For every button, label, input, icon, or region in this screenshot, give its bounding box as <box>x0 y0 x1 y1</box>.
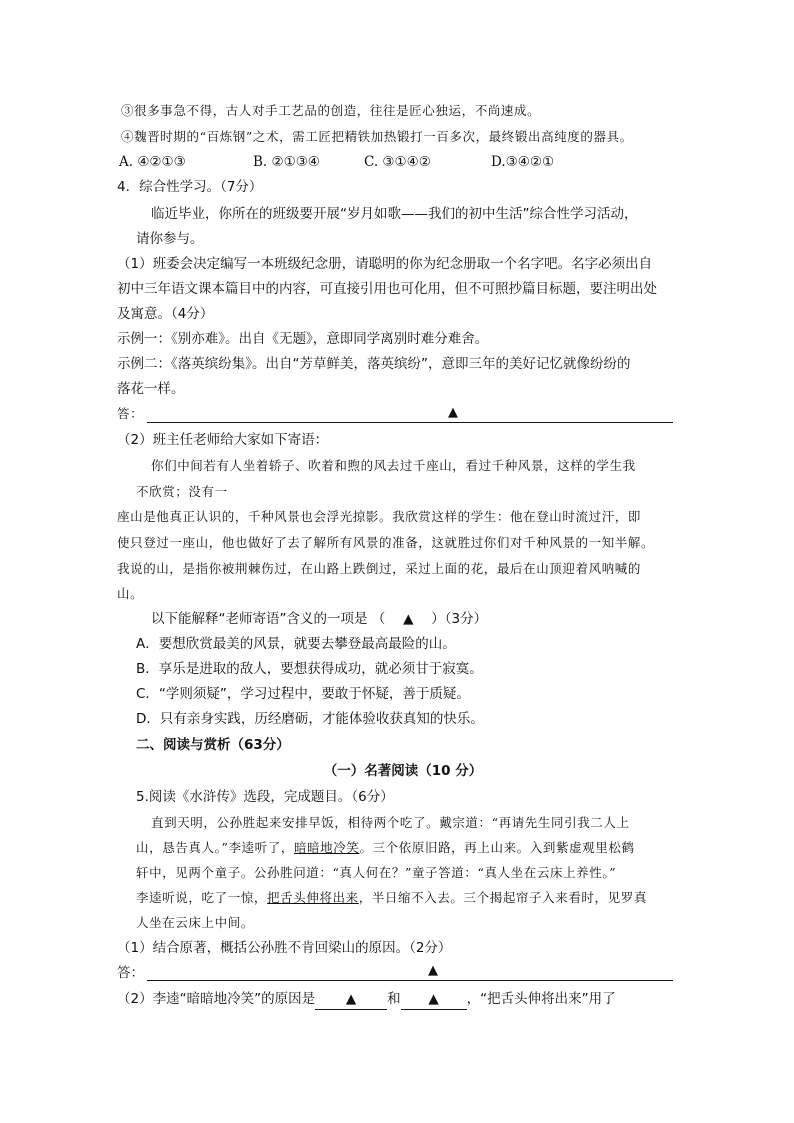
q4-example-1: 示例一：《别亦难》。出自《无题》，意即同学离别时难分难舍。 <box>117 331 489 347</box>
q3-item-4: ④魏晋时期的“百炼钢”之术，需工匠把精铁加热锻打一百多次，最终锻出高纯度的器具。 <box>121 129 633 144</box>
q5-part1: （1）结合原著，概括公孙胜不肯回梁山的原因。（2分） <box>117 940 452 956</box>
q3-item-3: ③很多事急不得，古人对手工艺品的创造，往往是匠心独运，不尚速成。 <box>121 103 541 118</box>
q4-example-2-line1: 示例二：《落英缤纷集》。出自“芳草鲜美，落英缤纷”，意即三年的美好记忆就像纷纷的 <box>117 356 631 372</box>
teacher-message-line3: 座山是他真正认识的，千种风景也会浮光掠影。我欣赏这样的学生：他在登山时流过汗，即 <box>117 509 642 524</box>
teacher-message-line4: 使只登过一座山，他也做好了去了解所有风景的准备，这就胜过你们对千种风景的一知半解。 <box>117 535 655 550</box>
q4-part1-line3: 及寓意。（4分） <box>117 306 214 322</box>
passage-line2-end: 。三个依原旧路，再上山来。入到紫虚观里松鹤 <box>359 840 635 855</box>
passage-line4-end: ，半日缩不入去。三个揭起帘子入来看时，见罗真 <box>358 890 647 905</box>
q5-part2-and: 和 <box>387 991 401 1007</box>
passage-line2-start: 山，恳告真人。”李逵听了， <box>136 840 294 855</box>
q5-part2-tail: ，“把舌头伸将出来”用了 <box>466 991 616 1007</box>
q4-example-2-line2: 落花一样。 <box>117 381 185 397</box>
q3-option-a: A. ④②①③ <box>119 154 186 170</box>
q5-blank-2[interactable]: ▲ <box>401 989 467 1010</box>
q4-option-d: D．只有亲身实践，历经磨砺，才能体验收获真知的快乐。 <box>136 711 484 727</box>
subtitle-text: （一）名著阅读（10 分） <box>323 763 483 779</box>
q4-answer-line[interactable] <box>147 422 673 423</box>
teacher-message-line5: 我说的山，是指你被荆棘伤过，在山路上跌倒过，采过上面的花，最后在山顶迎着风呐喊的 <box>117 561 642 576</box>
passage-line5: 人坐在云床上中间。 <box>136 915 254 930</box>
q4-option-b: B．享乐是进取的敌人，要想获得成功，就必须甘于寂寞。 <box>136 661 483 677</box>
passage-line2 <box>136 838 635 858</box>
q3-option-d: D.③④②① <box>491 154 555 170</box>
section-2-subtitle <box>0 761 794 781</box>
q5-part2-text: （2）李逵“暗暗地冷笑”的原因是 <box>117 991 316 1007</box>
passage-underlined-phrase-1: 暗暗地冷笑 <box>293 840 360 855</box>
q5-part2 <box>117 989 616 1010</box>
passage-line1: 直到天明，公孙胜起来安排早饭，相待两个吃了。戴宗道：“再请先生同引我二人上 <box>151 815 630 830</box>
choose-score: ）（3分） <box>431 611 488 627</box>
choose-text: 以下能解释“老师寄语”含义的一项是 （ <box>151 611 386 627</box>
teacher-message-line2: 不欣赏；没有一 <box>136 484 228 499</box>
answer-marker-icon: ▲ <box>448 405 458 420</box>
section-2-title: 二、阅读与赏析（63分） <box>136 737 290 753</box>
q5-blank-1[interactable]: ▲ <box>315 989 387 1010</box>
q4-part2-title: （2）班主任老师给大家如下寄语： <box>117 432 329 448</box>
choice-blank[interactable]: ▲ <box>403 611 414 627</box>
passage-line4-start: 李逵听说，吃了一惊， <box>136 890 268 905</box>
passage-line4 <box>136 888 647 908</box>
q4-intro-2: 请你参与。 <box>136 231 204 247</box>
q4-part1-line2: 初中三年语文课本篇目中的内容，可直接引用也可化用，但不可照抄篇目标题，要注明出处 <box>117 281 657 297</box>
q5-answer-label: 答： <box>117 965 144 981</box>
q4-title: 4．综合性学习。（7分） <box>117 179 263 195</box>
q4-part1-line1: （1）班委会决定编写一本班级纪念册，请聪明的你为纪念册取一个名字吧。名字必须出自 <box>117 256 653 272</box>
q3-option-b: B. ②①③④ <box>253 154 320 170</box>
passage-underlined-phrase-2: 把舌头伸将出来 <box>267 890 359 905</box>
q4-intro-1: 临近毕业，你所在的班级要开展“岁月如歌——我们的初中生活”综合性学习活动， <box>151 206 638 222</box>
answer-marker-icon: ▲ <box>428 963 438 978</box>
q4-option-a: A．要想欣赏最美的风景，就要去攀登最高最险的山。 <box>136 636 456 652</box>
q3-options <box>119 152 554 172</box>
passage-line3: 轩中，见两个童子。公孙胜问道：“真人何在？”童子答道：“真人坐在云床上养性。” <box>136 865 617 880</box>
q5-title: 5.阅读《水浒传》选段，完成题目。（6分） <box>136 789 394 805</box>
teacher-message-line1: 你们中间若有人坐着轿子、吹着和煦的风去过千座山，看过千种风景，这样的学生我 <box>151 458 636 473</box>
q5-answer-line[interactable] <box>147 980 673 981</box>
q4-answer-label: 答： <box>117 406 144 421</box>
teacher-message-line6: 山。 <box>117 586 144 601</box>
q4-option-c: C．“学则须疑”，学习过程中，要敢于怀疑，善于质疑。 <box>136 686 470 702</box>
q4-choose-question <box>151 609 487 629</box>
q3-option-c: C. ③①④② <box>364 154 431 170</box>
